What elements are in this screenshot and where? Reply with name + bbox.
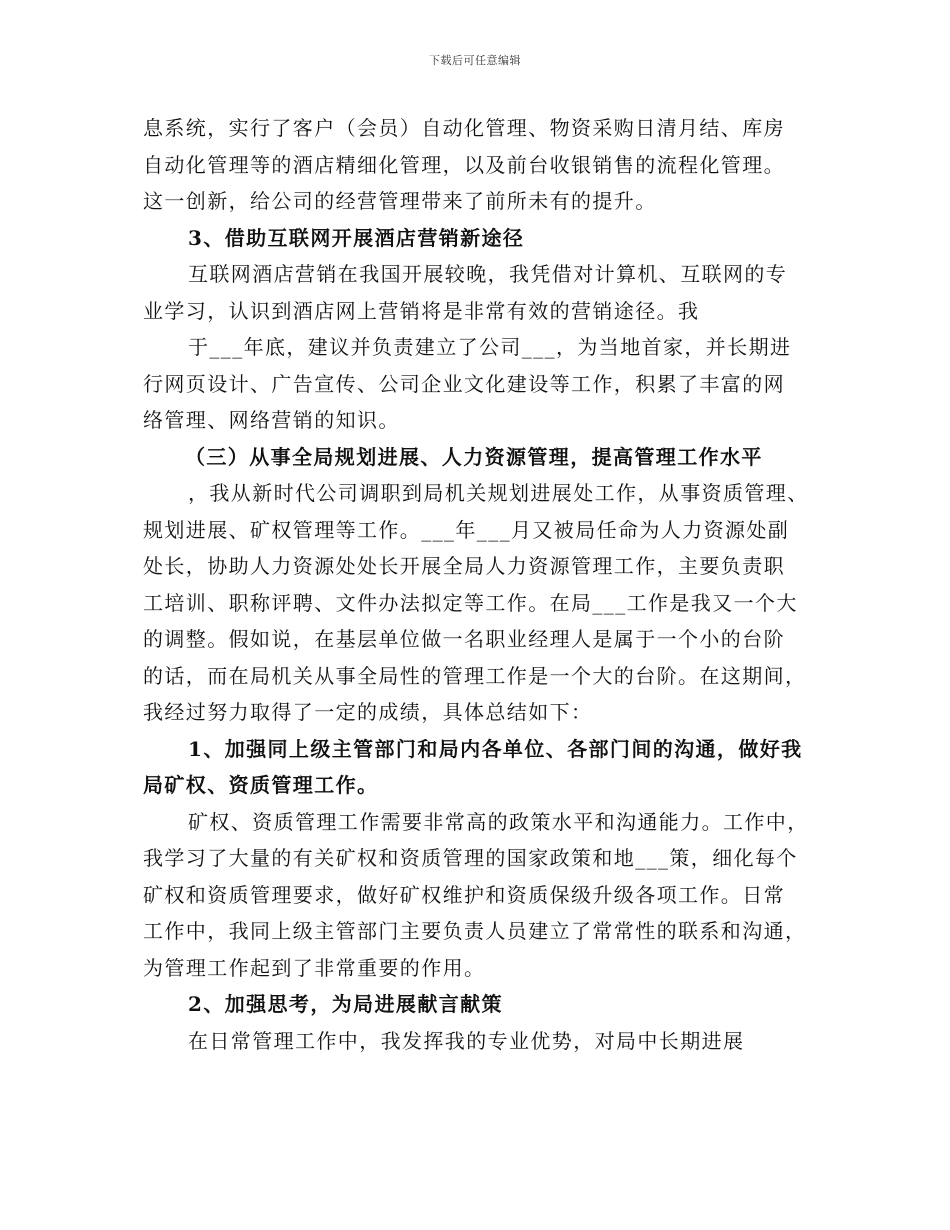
text-line: 的调整。假如说，在基层单位做一名职业经理人是属于一个小的台阶	[143, 627, 785, 651]
text-line: 息系统，实行了客户（会员）自动化管理、物资采购日清月结、库房	[143, 116, 785, 140]
text-line: 于___年底，建议并负责建立了公司___，为当地首家，并长期进	[188, 335, 792, 359]
text-line: 工培训、职称评聘、文件办法拟定等工作。在局___工作是我又一个大	[143, 590, 798, 615]
text-line: 我经过努力取得了一定的成绩，具体总结如下：	[143, 700, 593, 724]
text-line: ，我从新时代公司调职到局机关规划进展处工作，从事资质管理、	[188, 481, 809, 505]
text-line: 为管理工作起到了非常重要的作用。	[143, 955, 486, 980]
text-line: 矿权和资质管理要求，做好矿权维护和资质保级升级各项工作。日常	[143, 882, 785, 907]
text-line: 业学习，认识到酒店网上营销将是非常有效的营销途径。我	[143, 298, 700, 323]
section-heading: 2、加强思考，为局进展献言献策	[188, 992, 503, 1016]
section-heading: 局矿权、资质管理工作。	[143, 773, 379, 797]
section-heading: 3、借助互联网开展酒店营销新途径	[188, 225, 525, 250]
section-heading: 1、加强同上级主管部门和局内各单位、各部门间的沟通，做好我	[188, 736, 803, 761]
text-line: 规划进展、矿权管理等工作。___年___月又被局任命为人力资源处副	[143, 517, 790, 542]
section-heading: （三）从事全局规划进展、人力资源管理，提高管理工作水平	[185, 444, 763, 469]
text-line: 在日常管理工作中，我发挥我的专业优势，对局中长期进展	[188, 1028, 745, 1053]
text-line: 处长，协助人力资源处处长开展全局人力资源管理工作，主要负责职	[143, 554, 785, 578]
text-line: 的话，而在局机关从事全局性的管理工作是一个大的台阶。在这期间，	[143, 663, 807, 688]
text-line: 络管理、网络营销的知识。	[143, 408, 400, 432]
document-body	[143, 110, 811, 1059]
text-line: 自动化管理等的酒店精细化管理，以及前台收银销售的流程化管理。	[143, 152, 785, 177]
text-line: 这一创新，给公司的经营管理带来了前所未有的提升。	[143, 189, 657, 213]
text-line: 行网页设计、广告宣传、公司企业文化建设等工作，积累了丰富的网	[143, 371, 785, 396]
text-line: 工作中，我同上级主管部门主要负责人员建立了常常性的联系和沟通，	[143, 919, 807, 943]
text-line: 我学习了大量的有关矿权和资质管理的国家政策和地___策，细化每个	[143, 846, 798, 870]
text-line: 互联网酒店营销在我国开展较晚，我凭借对计算机、互联网的专	[188, 262, 788, 286]
page-header: 下载后可任意编辑	[429, 54, 521, 67]
text-line: 矿权、资质管理工作需要非常高的政策水平和沟通能力。工作中，	[188, 809, 809, 834]
